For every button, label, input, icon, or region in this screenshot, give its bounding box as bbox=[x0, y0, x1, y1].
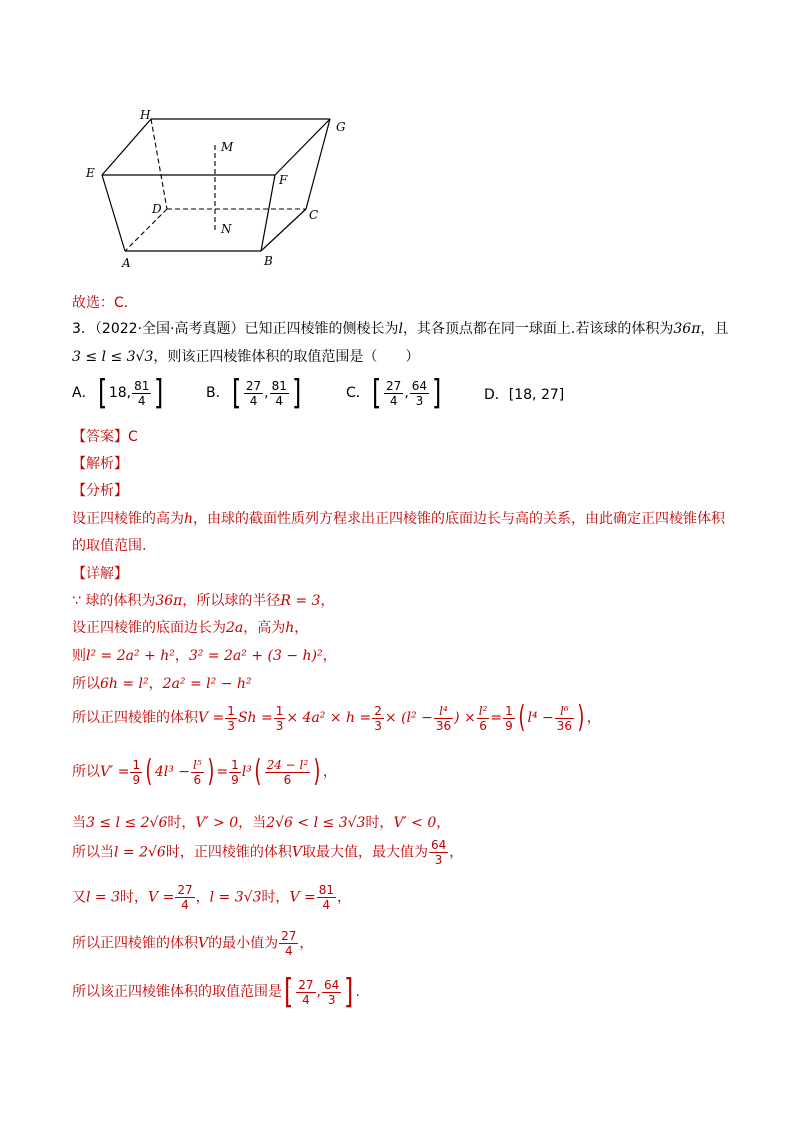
stem-inequality: 3 ≤ l ≤ 3√3 bbox=[72, 349, 154, 365]
t: 设正四棱锥的底面边长为 bbox=[72, 620, 226, 636]
t: 当 bbox=[72, 815, 86, 831]
detail-line7 bbox=[72, 812, 450, 832]
m: 36π bbox=[155, 593, 183, 609]
detail-line1 bbox=[72, 590, 334, 610]
analysis-text: 设正四棱锥的高为 bbox=[72, 511, 184, 527]
bracket-right: ] bbox=[154, 373, 164, 413]
stem-text-2: ，则该正四棱锥体积的取值范围是（ ） bbox=[153, 349, 420, 365]
question-number: 3． bbox=[72, 321, 95, 337]
analysis-text-2: ，由球的截面性质列方程求出正四棱锥的底面边长与高的关系，由此确定正四棱锥体积 bbox=[193, 511, 726, 527]
m: V bbox=[198, 935, 209, 952]
t: ， bbox=[322, 648, 337, 664]
t: ， bbox=[337, 889, 352, 906]
m: 6h = l² bbox=[100, 676, 149, 692]
m: 3 ≤ l ≤ 2√6 bbox=[86, 815, 168, 831]
t: ， bbox=[299, 935, 314, 952]
detail-line3 bbox=[72, 645, 337, 665]
t: . bbox=[355, 984, 360, 1000]
t: ， bbox=[322, 764, 337, 780]
bracket-right: ] bbox=[291, 373, 302, 413]
answer-heading: 【答案】C bbox=[72, 429, 138, 445]
analysis-var: h bbox=[184, 511, 194, 527]
t: 时， bbox=[167, 815, 196, 831]
t: ， bbox=[148, 676, 163, 692]
m: Sh = bbox=[237, 710, 273, 726]
option-a[interactable] bbox=[72, 373, 166, 413]
detail-line5: 所以正四棱锥的体积V = $\frac{1}{3}$ Sh = $\frac{1}{3}$ × 4a² × h = $\frac{2}{3}$ × (l² − $\frac{\text{l⁴}}{36}$ ) × $\frac{\text{l²}}{6}$ = $\frac{1}{9}$ ( l⁴ − $\frac{\text{l⁶}}{36}$ ) ， bbox=[72, 700, 601, 735]
detail-line9: 又l = 3时，V = $\frac{27}{4}$ ，l = 3√3时，V = $\frac{81}{4}$ ， bbox=[72, 883, 352, 912]
option-d-label: D． bbox=[484, 387, 509, 403]
detail-line10: 所以正四棱锥的体积V的最小值为 $\frac{27}{4}$ ， bbox=[72, 929, 314, 958]
m: × 4a² × h = bbox=[286, 710, 372, 726]
frac-den: 4 bbox=[249, 393, 258, 408]
m: 2√6 < l ≤ 3√3 bbox=[266, 815, 366, 831]
t: ， bbox=[436, 815, 451, 831]
bracket-right: ] bbox=[432, 373, 442, 413]
t: 所以正四棱锥的体积 bbox=[72, 710, 198, 726]
stem-text: 已知正四棱锥的侧棱长为 bbox=[244, 321, 399, 337]
label-b: B bbox=[264, 254, 273, 268]
m: l³ bbox=[241, 764, 252, 780]
jiexi-heading: 【解析】 bbox=[72, 456, 128, 472]
m: l = 2√6 bbox=[114, 844, 166, 861]
option-a-label: A． bbox=[72, 385, 96, 401]
m: 3² = 2a² + (3 − h)² bbox=[188, 648, 323, 664]
previous-answer: 故选：C． bbox=[72, 295, 138, 311]
m: V = bbox=[148, 889, 175, 906]
frac-den: 4 bbox=[275, 393, 284, 408]
m: = bbox=[490, 710, 503, 726]
t: 的最小值为 bbox=[208, 935, 279, 952]
m: l⁴ − bbox=[527, 710, 554, 726]
m: × (l² − bbox=[384, 710, 433, 726]
detail-line8: 所以当l = 2√6时，正四棱锥的体积V取最大值，最大值为 $\frac{64}{3}$ ， bbox=[72, 838, 464, 867]
question-stem-line2 bbox=[72, 346, 419, 366]
t: ，当 bbox=[238, 815, 267, 831]
m: V′ > 0 bbox=[195, 815, 239, 831]
m: 2a² = l² − h² bbox=[162, 676, 252, 692]
stem-var-l: l bbox=[398, 321, 403, 337]
label-h: H bbox=[140, 108, 151, 122]
analysis-line1 bbox=[72, 508, 725, 528]
m: V = bbox=[198, 710, 225, 726]
m: V = bbox=[289, 889, 316, 906]
t: 又 bbox=[72, 889, 86, 906]
frac-den: 4 bbox=[389, 393, 398, 408]
detail-line2 bbox=[72, 617, 308, 637]
t: ，高为 bbox=[243, 620, 286, 636]
detail-line11: 所以该正四棱锥体积的取值范围是[ $\frac{27}{4}$ , $\frac{64}{3}$ ] . bbox=[72, 972, 360, 1012]
m: l = 3√3 bbox=[209, 889, 262, 906]
label-e: E bbox=[86, 166, 95, 180]
frac-den: 3 bbox=[415, 393, 424, 408]
m: l² = 2a² + h² bbox=[86, 648, 175, 664]
t: 取最大值，最大值为 bbox=[301, 844, 428, 861]
fenxi-heading: 【分析】 bbox=[72, 483, 128, 499]
m: = bbox=[216, 764, 229, 780]
option-b-label: B． bbox=[206, 385, 230, 401]
m: R = 3 bbox=[280, 593, 321, 609]
t: ， bbox=[195, 889, 210, 906]
t: 时， bbox=[120, 889, 149, 906]
t: 时，正四棱锥的体积 bbox=[165, 844, 292, 861]
label-a: A bbox=[122, 256, 131, 270]
m: V bbox=[291, 844, 302, 861]
t: 时， bbox=[261, 889, 290, 906]
option-d-value: [18, 27] bbox=[508, 387, 565, 403]
label-c: C bbox=[309, 208, 319, 222]
frac-den: 4 bbox=[137, 393, 146, 408]
m: h bbox=[285, 620, 295, 636]
frac-num: 27 bbox=[386, 378, 402, 393]
bracket-left: [ bbox=[371, 373, 382, 413]
t: 所以 bbox=[72, 764, 100, 780]
t: 时， bbox=[365, 815, 394, 831]
t: 则 bbox=[72, 648, 86, 664]
t: ， bbox=[449, 844, 464, 861]
m: V′ = bbox=[100, 764, 130, 780]
detail-line6: 所以V′ = $\frac{1}{9}$ ( 4l³ − $\frac{\text{l⁵}}{6}$ ) = $\frac{1}{9}$ l³( $\frac{\text{24 − l²}}{6}$ ) ， bbox=[72, 754, 337, 789]
m: 4l³ − bbox=[154, 764, 191, 780]
label-f: F bbox=[279, 173, 288, 187]
t: ，所以球的半径 bbox=[182, 593, 281, 609]
t: ， bbox=[586, 710, 601, 726]
t: ， bbox=[294, 620, 309, 636]
t: ， bbox=[174, 648, 189, 664]
t: 所以正四棱锥的体积 bbox=[72, 935, 198, 952]
option-d[interactable] bbox=[484, 384, 564, 404]
t: 所以 bbox=[72, 676, 100, 692]
frac-num: 64 bbox=[411, 378, 428, 393]
t: 所以当 bbox=[72, 844, 114, 861]
option-c-label: C． bbox=[346, 385, 370, 401]
question-stem-line1 bbox=[72, 318, 728, 338]
detail-line4 bbox=[72, 673, 252, 693]
m: 2a bbox=[226, 620, 244, 636]
frac-num: 81 bbox=[271, 378, 287, 393]
frac-num: 27 bbox=[245, 378, 262, 393]
stem-text-c: ，且 bbox=[700, 321, 729, 337]
option-c[interactable]: C．[ $\frac{27}{4}$ , $\frac{64}{3}$ ] bbox=[346, 373, 442, 413]
bracket-left: [ bbox=[231, 373, 241, 413]
option-a-value: 18, bbox=[108, 385, 132, 401]
t: 所以该正四棱锥体积的取值范围是 bbox=[72, 984, 282, 1000]
t: ， bbox=[320, 593, 335, 609]
label-d: D bbox=[152, 202, 162, 216]
stem-text-b: ，其各顶点都在同一球面上.若该球的体积为 bbox=[402, 321, 674, 337]
option-b[interactable]: B．[ $\frac{27}{4}$ , $\frac{81}{4}$ ] bbox=[206, 373, 302, 413]
stem-volume: 36π bbox=[673, 321, 701, 337]
analysis-line2: 的取值范围. bbox=[72, 538, 147, 554]
m: ) × bbox=[454, 710, 476, 726]
detail-heading: 【详解】 bbox=[72, 566, 128, 582]
label-m: M bbox=[221, 140, 234, 154]
m: V′ < 0 bbox=[393, 815, 437, 831]
m: l = 3 bbox=[86, 889, 121, 906]
frac-num: 81 bbox=[134, 378, 150, 393]
bracket-left: [ bbox=[97, 373, 107, 413]
t: ∵ 球的体积为 bbox=[72, 593, 156, 609]
label-g: G bbox=[336, 120, 346, 134]
prism-figure bbox=[80, 105, 360, 275]
question-source: （2022·全国·高考真题） bbox=[94, 321, 245, 337]
label-n: N bbox=[221, 222, 232, 236]
